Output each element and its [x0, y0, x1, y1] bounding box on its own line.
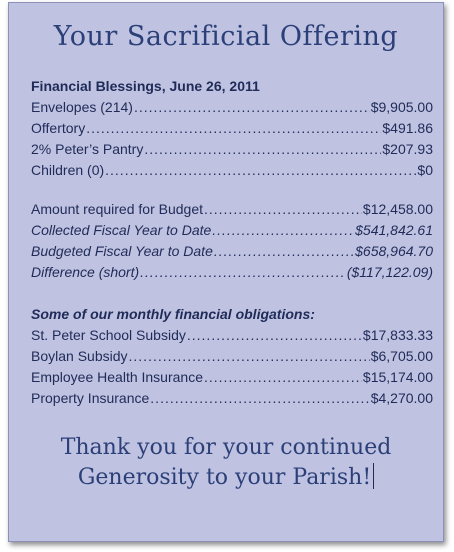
row-label: Envelopes (214) — [31, 99, 133, 115]
collection-row — [31, 160, 433, 181]
obligations-list — [31, 325, 433, 409]
dot-leader — [214, 241, 354, 262]
dot-leader — [105, 160, 416, 181]
row-amount: $4,270.00 — [370, 390, 433, 406]
budget-row — [31, 220, 433, 241]
row-label: Children (0) — [31, 162, 105, 178]
row-amount: $541,842.61 — [355, 222, 433, 238]
text-cursor — [373, 463, 374, 489]
row-amount: $658,964.70 — [355, 243, 433, 259]
row-amount: $6,705.00 — [370, 348, 433, 364]
dot-leader — [204, 367, 362, 388]
row-label: St. Peter School Subsidy — [31, 327, 186, 343]
dot-leader — [187, 325, 362, 346]
offering-panel — [8, 2, 444, 542]
dot-leader — [134, 97, 370, 118]
budget-row — [31, 241, 433, 262]
row-label: Employee Health Insurance — [31, 369, 203, 385]
row-label: Property Insurance — [31, 390, 150, 406]
row-label: Offertory — [31, 120, 86, 136]
collection-row — [31, 118, 433, 139]
collection-row — [31, 97, 433, 118]
budget-list — [31, 199, 433, 283]
row-label: Difference (short) — [31, 264, 140, 280]
dot-leader — [140, 262, 346, 283]
collections-list — [31, 97, 433, 181]
obligations-heading: Some of our monthly financial obligations: — [31, 306, 315, 322]
obligation-row — [31, 325, 433, 346]
row-label: Budgeted Fiscal Year to Date — [31, 243, 213, 259]
collection-row — [31, 139, 433, 160]
row-amount: $491.86 — [382, 120, 433, 136]
dot-leader — [129, 346, 370, 367]
row-amount: $17,833.33 — [362, 327, 433, 343]
row-amount: $12,458.00 — [362, 201, 433, 217]
row-amount: $9,905.00 — [370, 99, 433, 115]
row-amount: $207.93 — [382, 141, 433, 157]
row-amount: $0 — [417, 162, 433, 178]
dot-leader — [86, 118, 381, 139]
closing-line-1: Thank you for your continued — [60, 435, 392, 460]
financial-blessings-heading: Financial Blessings, June 26, 2011 — [31, 78, 260, 94]
dot-leader — [204, 199, 362, 220]
dot-leader — [144, 139, 381, 160]
row-label: Boylan Subsidy — [31, 348, 128, 364]
budget-row — [31, 262, 433, 283]
dot-leader — [150, 388, 369, 409]
closing-message — [9, 433, 443, 493]
financial-content — [31, 75, 433, 409]
row-label: 2% Peter’s Pantry — [31, 141, 144, 157]
closing-line-2 — [9, 463, 443, 493]
row-label: Collected Fiscal Year to Date — [31, 222, 212, 238]
row-amount: ($117,122.09) — [346, 264, 433, 280]
obligation-row — [31, 388, 433, 409]
page-title: Your Sacrificial Offering — [53, 21, 399, 52]
dot-leader — [212, 220, 354, 241]
row-amount: $15,174.00 — [362, 369, 433, 385]
closing-line-2-text: Generosity to your Parish! — [77, 465, 372, 490]
obligation-row — [31, 367, 433, 388]
row-label: Amount required for Budget — [31, 201, 203, 217]
budget-row — [31, 199, 433, 220]
obligation-row — [31, 346, 433, 367]
